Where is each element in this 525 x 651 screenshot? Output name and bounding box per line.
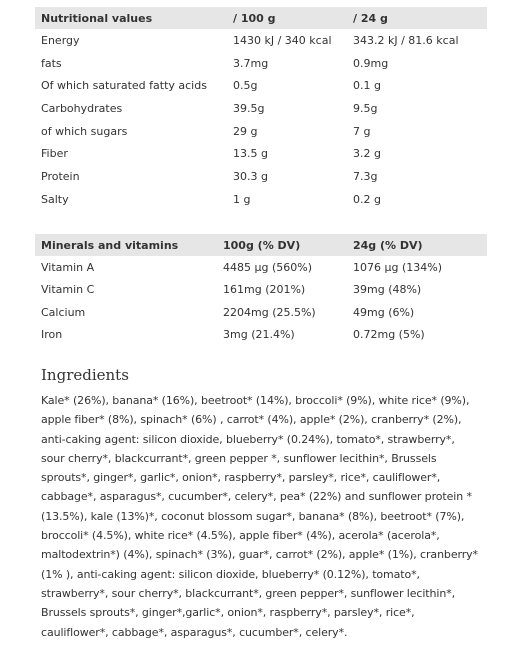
nutrient-value-24g: 0.1 g (353, 79, 381, 93)
table-row (35, 120, 487, 143)
nutrient-value-100g: 1430 kJ / 340 kcal (233, 33, 332, 47)
table-row (35, 301, 487, 324)
mineral-name: Vitamin C (41, 283, 95, 297)
nutrient-value-24g: 9.5g (347, 97, 487, 120)
table-row (35, 188, 487, 211)
nutrient-value-24g: 7 g (353, 124, 371, 138)
mineral-value-100g: 161mg (201%) (223, 283, 306, 297)
mineral-name: Iron (41, 328, 63, 342)
nutrient-value-100g: 0.5g (233, 79, 258, 93)
nutrient-name: Protein (41, 169, 80, 183)
mineral-value-100g: 2204mg (25.5%) (223, 305, 316, 319)
table-row (35, 74, 487, 97)
nutrient-value-24g: 3.2 g (347, 142, 487, 165)
mineral-value-24g: 1076 µg (134%) (353, 260, 442, 274)
nutrient-value-24g: 343.2 kJ / 81.6 kcal (353, 33, 459, 47)
ingredients-title: Ingredients (41, 366, 129, 384)
nutrient-value-100g: 30.3 g (233, 169, 268, 183)
nutrition-header-100g: / 100 g (227, 7, 347, 29)
nutrient-value-24g: 0.9mg (347, 52, 487, 75)
nutrient-name: Carbohydrates (35, 97, 227, 120)
nutrition-header-label: Nutritional values (35, 7, 227, 29)
nutrient-value-100g: 3.7mg (227, 52, 347, 75)
nutrition-header-24g: / 24 g (347, 7, 487, 29)
minerals-table (35, 234, 487, 346)
table-row (35, 256, 487, 279)
minerals-header-100g: 100g (% DV) (217, 234, 347, 256)
nutrient-name: Salty (35, 188, 227, 211)
table-row (35, 165, 487, 188)
nutrient-value-100g: 39.5g (227, 97, 347, 120)
table-row (35, 97, 487, 120)
table-row (35, 52, 487, 75)
mineral-value-24g: 49mg (6%) (353, 305, 415, 319)
table-row (35, 324, 487, 347)
nutrient-value-100g: 13.5 g (227, 142, 347, 165)
minerals-header-24g: 24g (% DV) (347, 234, 487, 256)
mineral-name: Calcium (41, 305, 86, 319)
nutrient-value-100g: 1 g (227, 188, 347, 211)
mineral-value-24g: 39mg (48%) (353, 283, 422, 297)
mineral-name: Vitamin A (41, 260, 95, 274)
nutrient-value-24g: 0.2 g (347, 188, 487, 211)
mineral-value-100g: 4485 µg (560%) (223, 260, 312, 274)
table-row (35, 142, 487, 165)
table-row (35, 279, 487, 302)
nutrient-value-100g: 29 g (233, 124, 258, 138)
nutrient-name: Of which saturated fatty acids (41, 79, 207, 93)
table-row (35, 29, 487, 52)
ingredients-text: Kale* (26%), banana* (16%), beetroot* (14%), broccoli* (9%), white rice* (9%), apple fiber* (8%), spinach* (6%) , carrot* (4%), apple* (2%), cranberry* (2%), anti-caking agent: silicon dioxide, blueberry* (0.24%), tomato*, strawberry*, sour cherry*, blackcurrant*, green pepper *, sunflower lecithin*, Brussels sprouts*, ginger*, garlic*, onion*, raspberry*, parsley*, rice*, cauliflower*, cabbage*, asparagus*, cucumber*, celery*, pea* (22%) and sunflower protein * (13.5%), kale (13%)*, coconut blossom sugar*, banana* (8%), beetroot* (7%), broccoli* (4.5%), white rice* (4.5%), apple fiber* (4%), acerola* (acerola*, maltodextrin*) (4%), spinach* (3%), guar*, carrot* (2%), apple* (1%), cranberry* (1% ), anti-caking agent: silicon dioxide, blueberry* (0.12%), tomato*, strawberry*, sour cherry*, blackcurrant*, green pepper*, sunflower lecithin*, Brussels sprouts*, ginger*,garlic*, onion*, raspberry*, parsley*, rice*, cauliflower*, cabbage*, asparagus*, cucumber*, celery*. (41, 394, 478, 639)
nutrient-name: Energy (41, 33, 80, 47)
mineral-value-100g: 3mg (21.4%) (223, 328, 295, 342)
nutrition-table (35, 7, 487, 211)
nutrient-name: fats (35, 52, 227, 75)
nutrient-name: Fiber (35, 142, 227, 165)
nutrient-value-24g: 7.3g (353, 169, 378, 183)
minerals-header-row (35, 234, 487, 256)
mineral-value-24g: 0.72mg (5%) (353, 328, 425, 342)
nutrient-name: of which sugars (41, 124, 128, 138)
nutrition-header-row (35, 7, 487, 29)
minerals-header-label: Minerals and vitamins (35, 234, 217, 256)
